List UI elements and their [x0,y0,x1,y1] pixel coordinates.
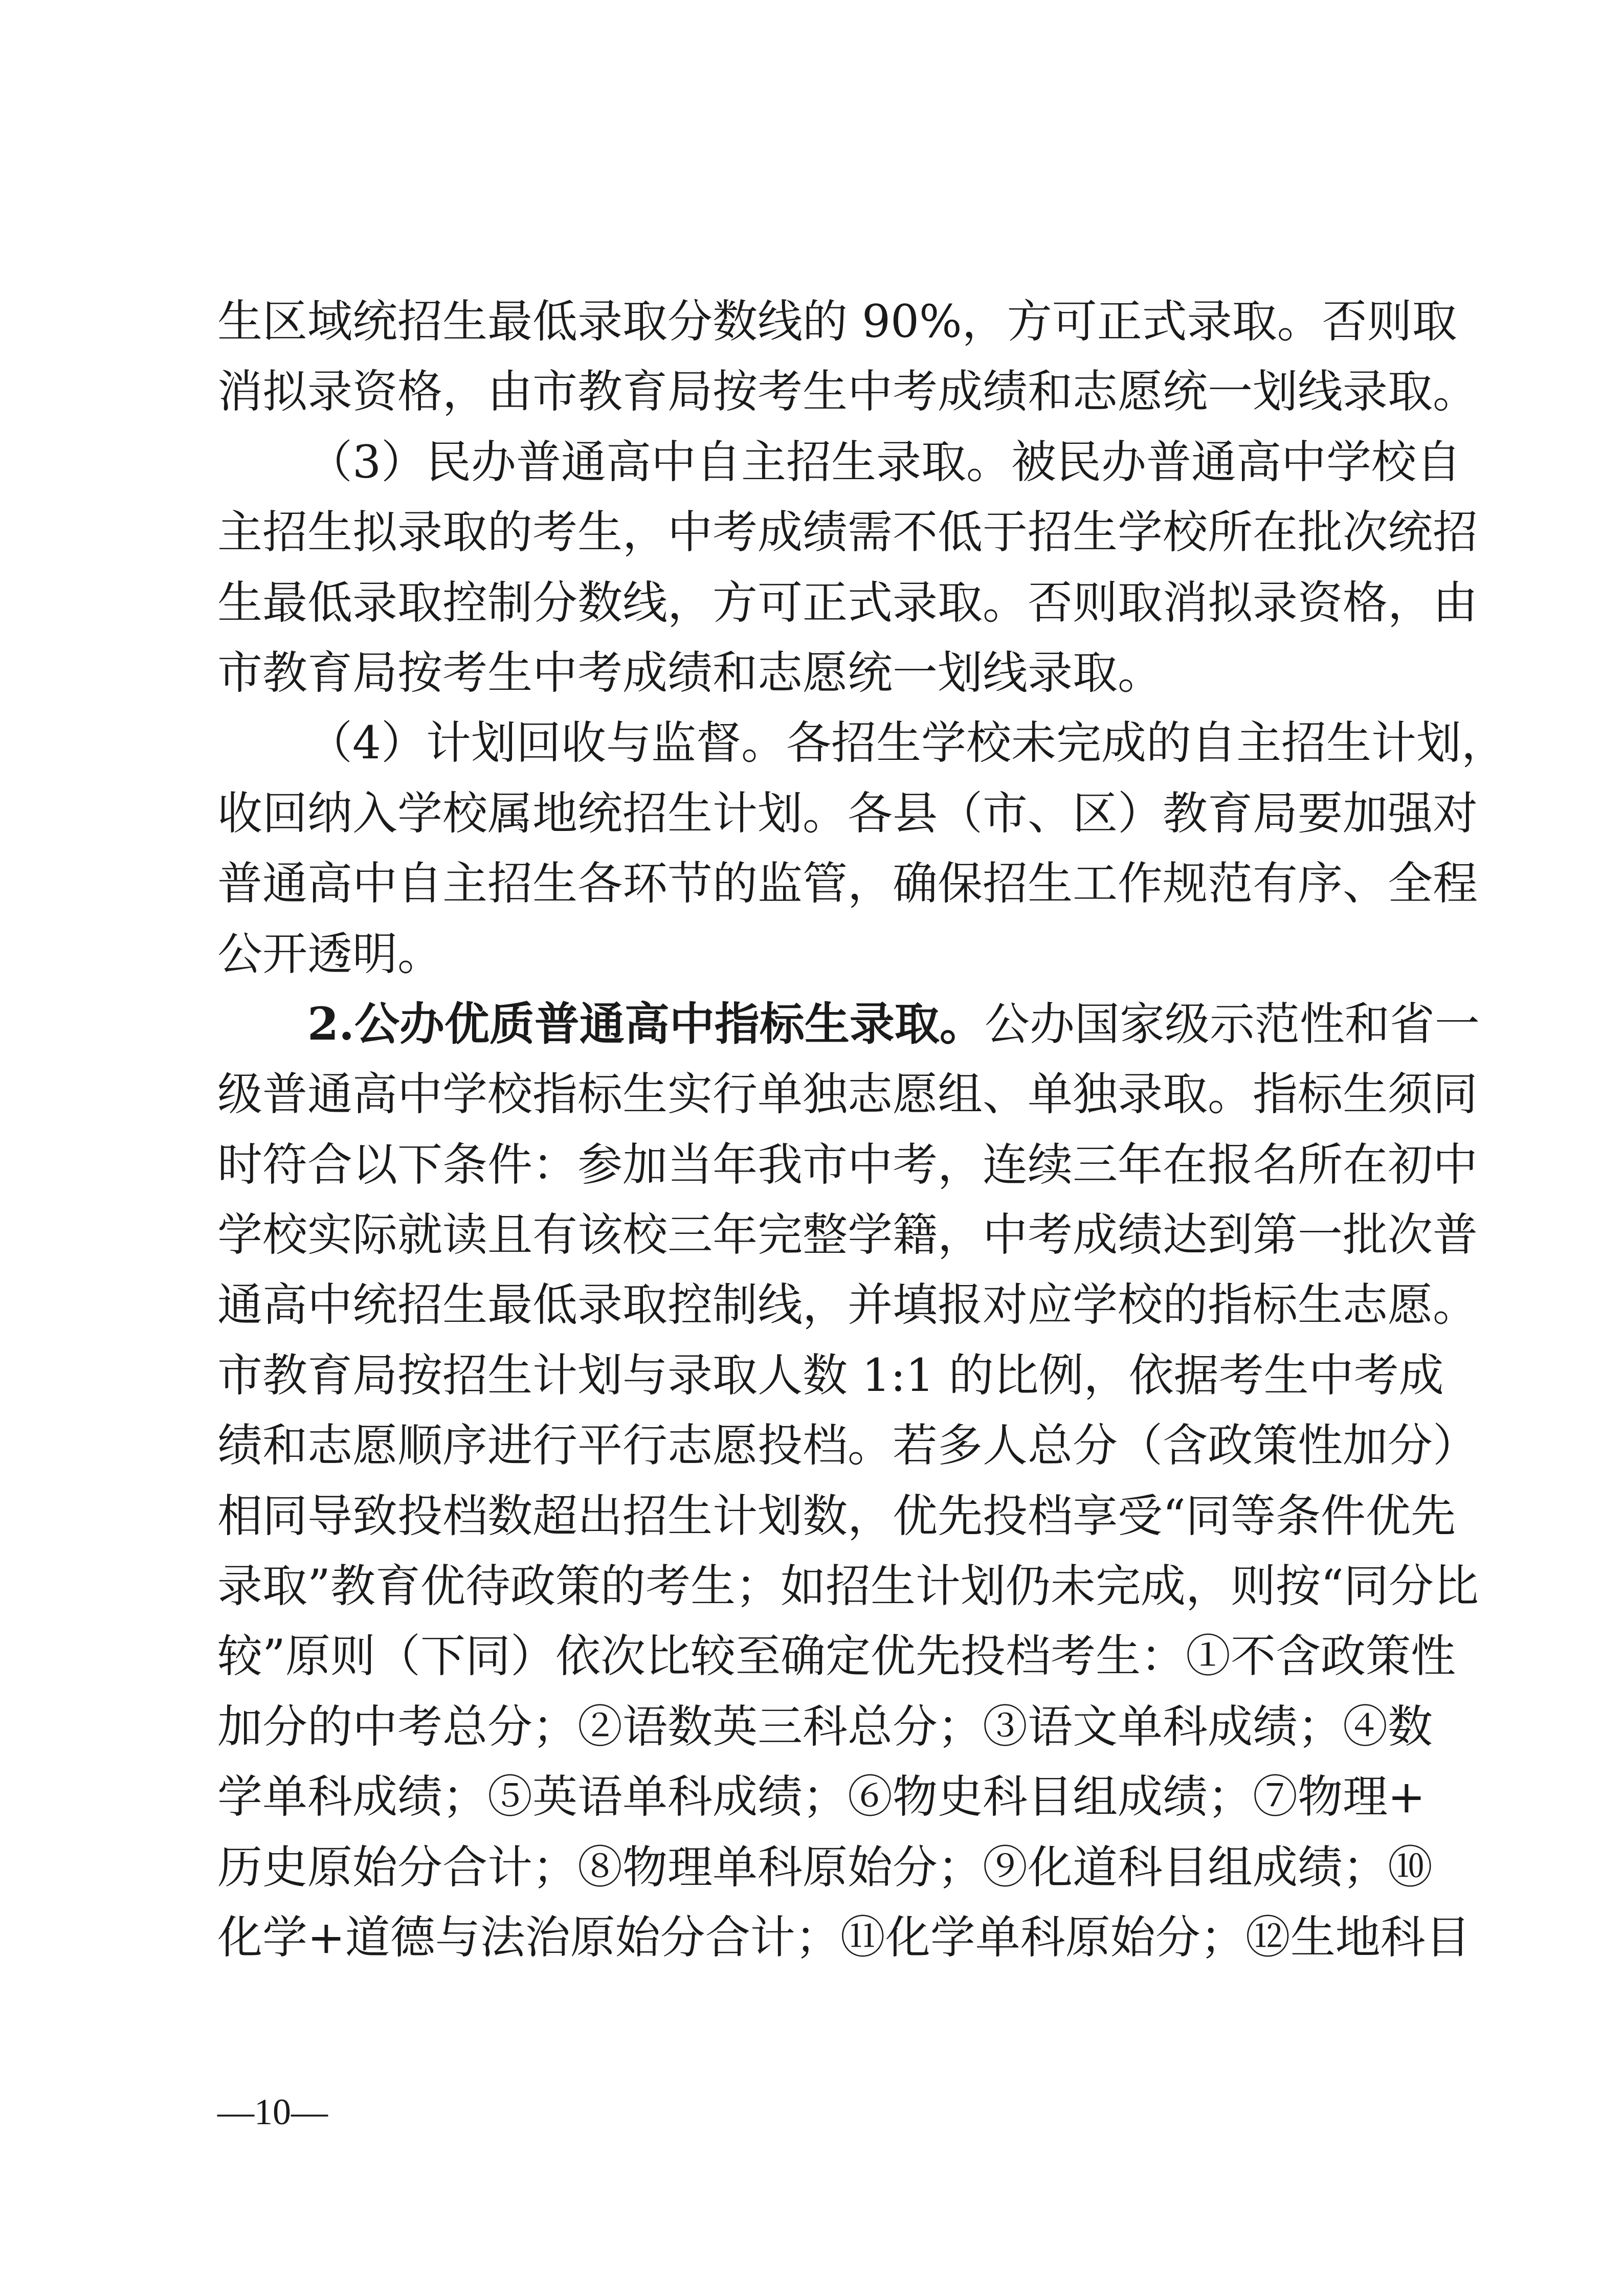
text-line: 学校实际就读且有该校三年完整学籍，中考成绩达到第一批次普 [217,1208,1478,1262]
text-line: 学单科成绩；⑤英语单科成绩；⑥物史科目组成绩；⑦物理+ [217,1770,1426,1824]
text-line: （4）计划回收与监督。各招生学校未完成的自主招生计划， [307,716,1506,770]
text-line: 主招生拟录取的考生，中考成绩需不低于招生学校所在批次统招 [217,506,1478,559]
text-line: 时符合以下条件：参加当年我市中考，连续三年在报名所在初中 [217,1138,1478,1191]
text-line: 公开透明。 [217,927,443,980]
text-line: 化学+道德与法治原始分合计；⑪化学单科原始分；⑫生地科目 [217,1910,1471,1964]
heading-continuation: 公办国家级示范性和省一 [984,997,1480,1050]
text-line: 收回纳入学校属地统招生计划。各县（市、区）教育局要加强对 [217,786,1478,840]
text-line: （3）民办普通高中自主招生录取。被民办普通高中学校自 [307,435,1461,488]
text-line: 普通高中自主招生各环节的监管，确保招生工作规范有序、全程 [217,857,1478,910]
text-line: 消拟录资格，由市教育局按考生中考成绩和志愿统一划线录取。 [217,365,1478,418]
page-number: —10— [217,2091,328,2132]
text-line: 历史原始分合计；⑧物理单科原始分；⑨化道科目组成绩；⑩ [217,1840,1433,1894]
text-line: 录取”教育优待政策的考生；如招生计划仍未完成，则按“同分比 [217,1560,1479,1613]
body-text [217,286,1506,1972]
text-line: 加分的中考总分；②语数英三科总分；③语文单科成绩；④数 [217,1700,1433,1753]
section-heading: 2.公办优质普通高中指标生录取。 [307,997,985,1050]
text-line: 相同导致投档数超出招生计划数，优先投档享受“同等条件优先 [217,1489,1456,1542]
text-line: 生区域统招生最低录取分数线的 90%，方可正式录取。否则取 [217,295,1457,348]
text-line: 绩和志愿顺序进行平行志愿投档。若多人总分（含政策性加分） [217,1419,1478,1472]
text-line: 市教育局按考生中考成绩和志愿统一划线录取。 [217,646,1163,699]
text-line [217,989,1480,1059]
text-line: 级普通高中学校指标生实行单独志愿组、单独录取。指标生须同 [217,1068,1478,1121]
text-line: 生最低录取控制分数线，方可正式录取。否则取消拟录资格，由 [217,576,1478,629]
text-line: 较”原则（下同）依次比较至确定优先投档考生：①不含政策性 [217,1630,1456,1683]
text-line: 通高中统招生最低录取控制线，并填报对应学校的指标生志愿。 [217,1278,1478,1332]
text-line: 市教育局按招生计划与录取人数 1:1 的比例，依据考生中考成 [217,1348,1444,1402]
